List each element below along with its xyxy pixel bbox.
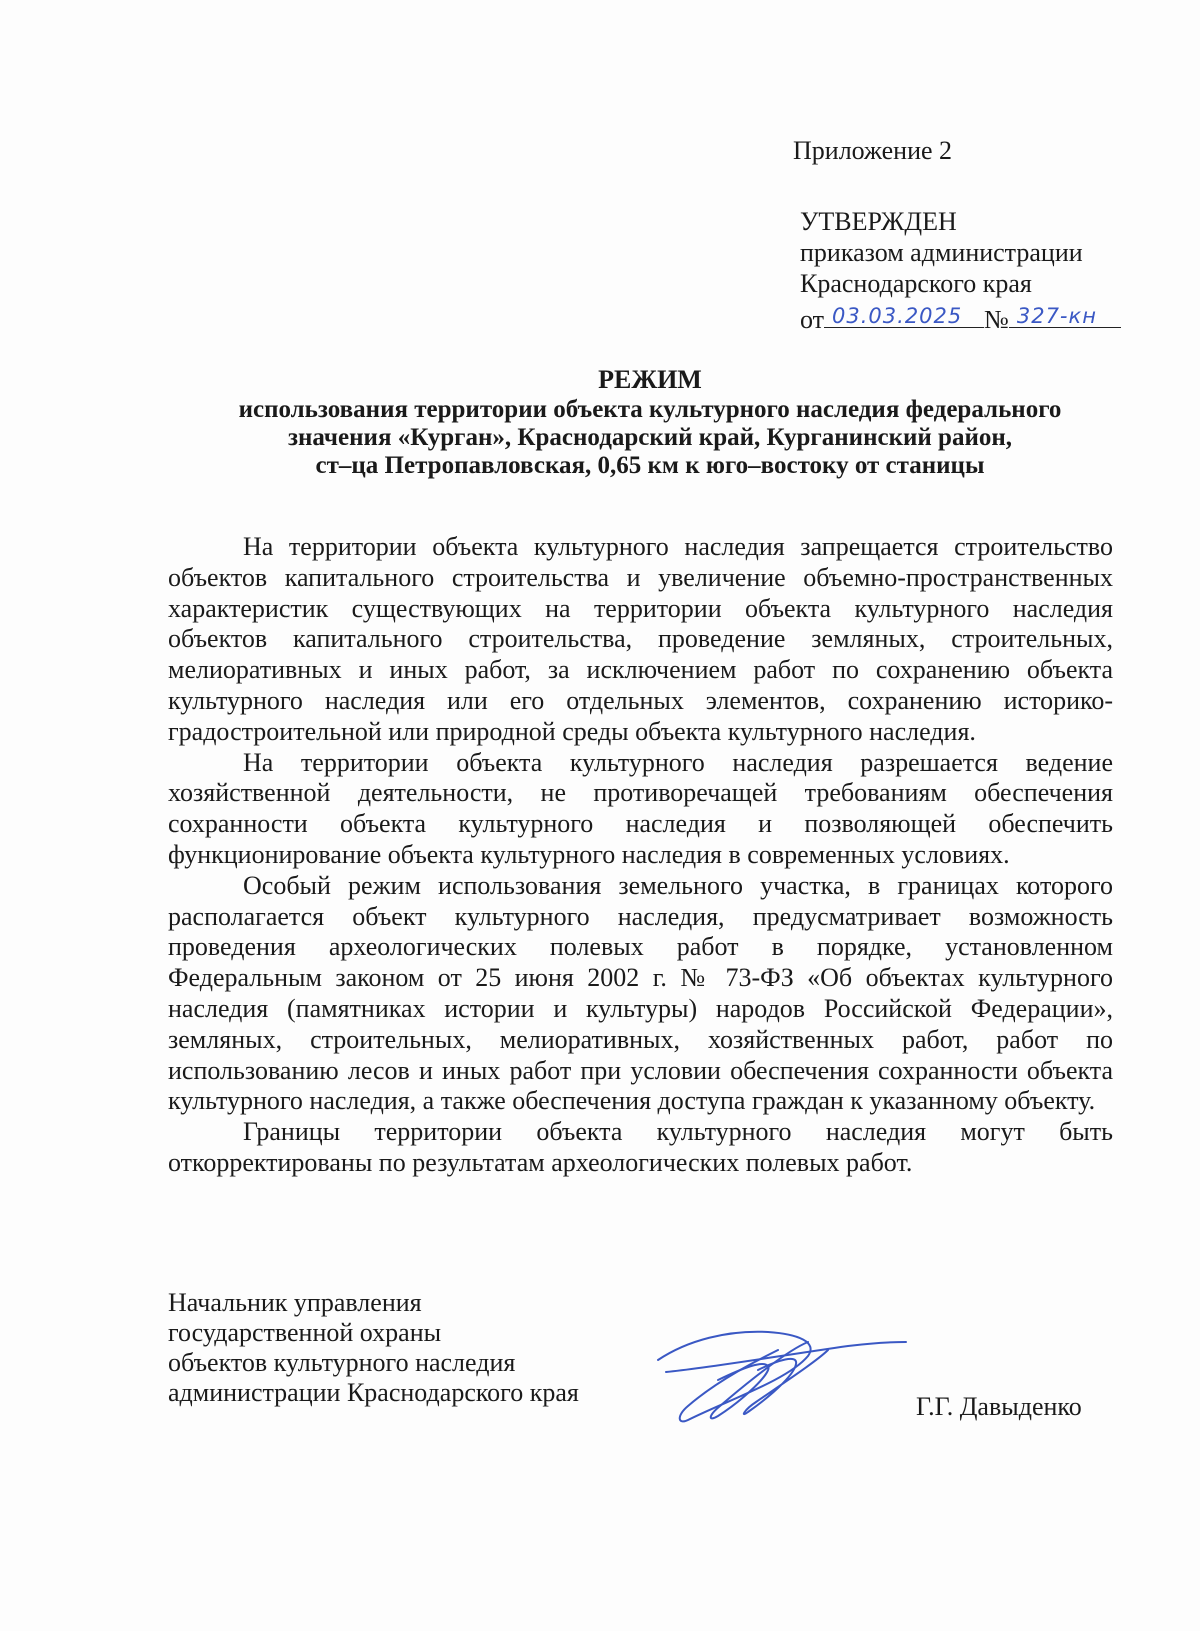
signatory-name: Г.Г. Давыденко: [916, 1392, 1082, 1421]
paragraph-4: Границы территории объекта культурного наследия могут быть откорректированы по результатам археологических полевых работ.: [168, 1117, 1113, 1177]
title-line-2: значения «Курган», Краснодарский край, Курганинский район,: [287, 424, 1013, 451]
approved-heading: УТВЕРЖДЕН: [800, 207, 957, 236]
approval-stamp-block: [800, 206, 1121, 335]
paragraph-1: На территории объекта культурного наследия запрещается строительство объектов капитального строительства и увеличение объемно-пространственных характеристик существующих на территории объекта культурного наследия объектов капитального строительства, проведение земляных, строительных, мелиоративных и иных работ, за исключением работ по сохранению объекта культурного наследия или его отдельных элементов, сохранению историко-градостроительной или природной среды объекта культурного наследия.: [168, 532, 1113, 746]
signatory-line-3: объектов культурного наследия: [168, 1348, 516, 1377]
approved-by-order: приказом администрации: [800, 238, 1083, 267]
handwritten-signature: [648, 1320, 908, 1430]
signatory-title: [168, 1288, 579, 1408]
title-line-1: использования территории объекта культурного наследия федерального: [238, 396, 1062, 423]
approved-date-number: [800, 299, 1121, 335]
date-prefix: от: [800, 305, 825, 334]
document-title: [150, 366, 1150, 480]
handwritten-number: 327-кн: [1016, 304, 1097, 328]
signatory-line-4: администрации Краснодарского края: [168, 1378, 579, 1407]
paragraph-3: Особый режим использования земельного участка, в границах которого располагается объект культурного наследия, предусматривает возможность проведения археологических полевых работ в порядке, установленном Федеральным законом от 25 июня 2002 г. № 73-ФЗ «Об объектах культурного наследия (памятниках истории и культуры) народов Российской Федерации», земляных, строительных, мелиоративных, хозяйственных работ, работ по использованию лесов и иных работ при условии обеспечения сохранности объекта культурного наследия, а также обеспечения доступа граждан к указанному объекту.: [168, 870, 1113, 1116]
date-field: [824, 299, 984, 328]
signatory-line-2: государственной охраны: [168, 1318, 442, 1347]
title-main: РЕЖИМ: [598, 365, 702, 394]
document-body: [168, 532, 1113, 1179]
handwritten-date: 03.03.2025: [832, 304, 963, 328]
number-field: [1009, 299, 1121, 328]
signatory-line-1: Начальник управления: [168, 1288, 422, 1317]
appendix-label: Приложение 2: [793, 136, 953, 165]
approved-region: Краснодарского края: [800, 269, 1032, 298]
paragraph-2: На территории объекта культурного наследия разрешается ведение хозяйственной деятельности, не противоречащей требованиям обеспечения сохранности объекта культурного наследия и позволяющей обеспечить функционирование объекта культурного наследия в современных условиях.: [168, 747, 1113, 869]
number-prefix: №: [984, 305, 1009, 334]
title-line-3: ст–ца Петропавловская, 0,65 км к юго–востоку от станицы: [315, 452, 985, 479]
